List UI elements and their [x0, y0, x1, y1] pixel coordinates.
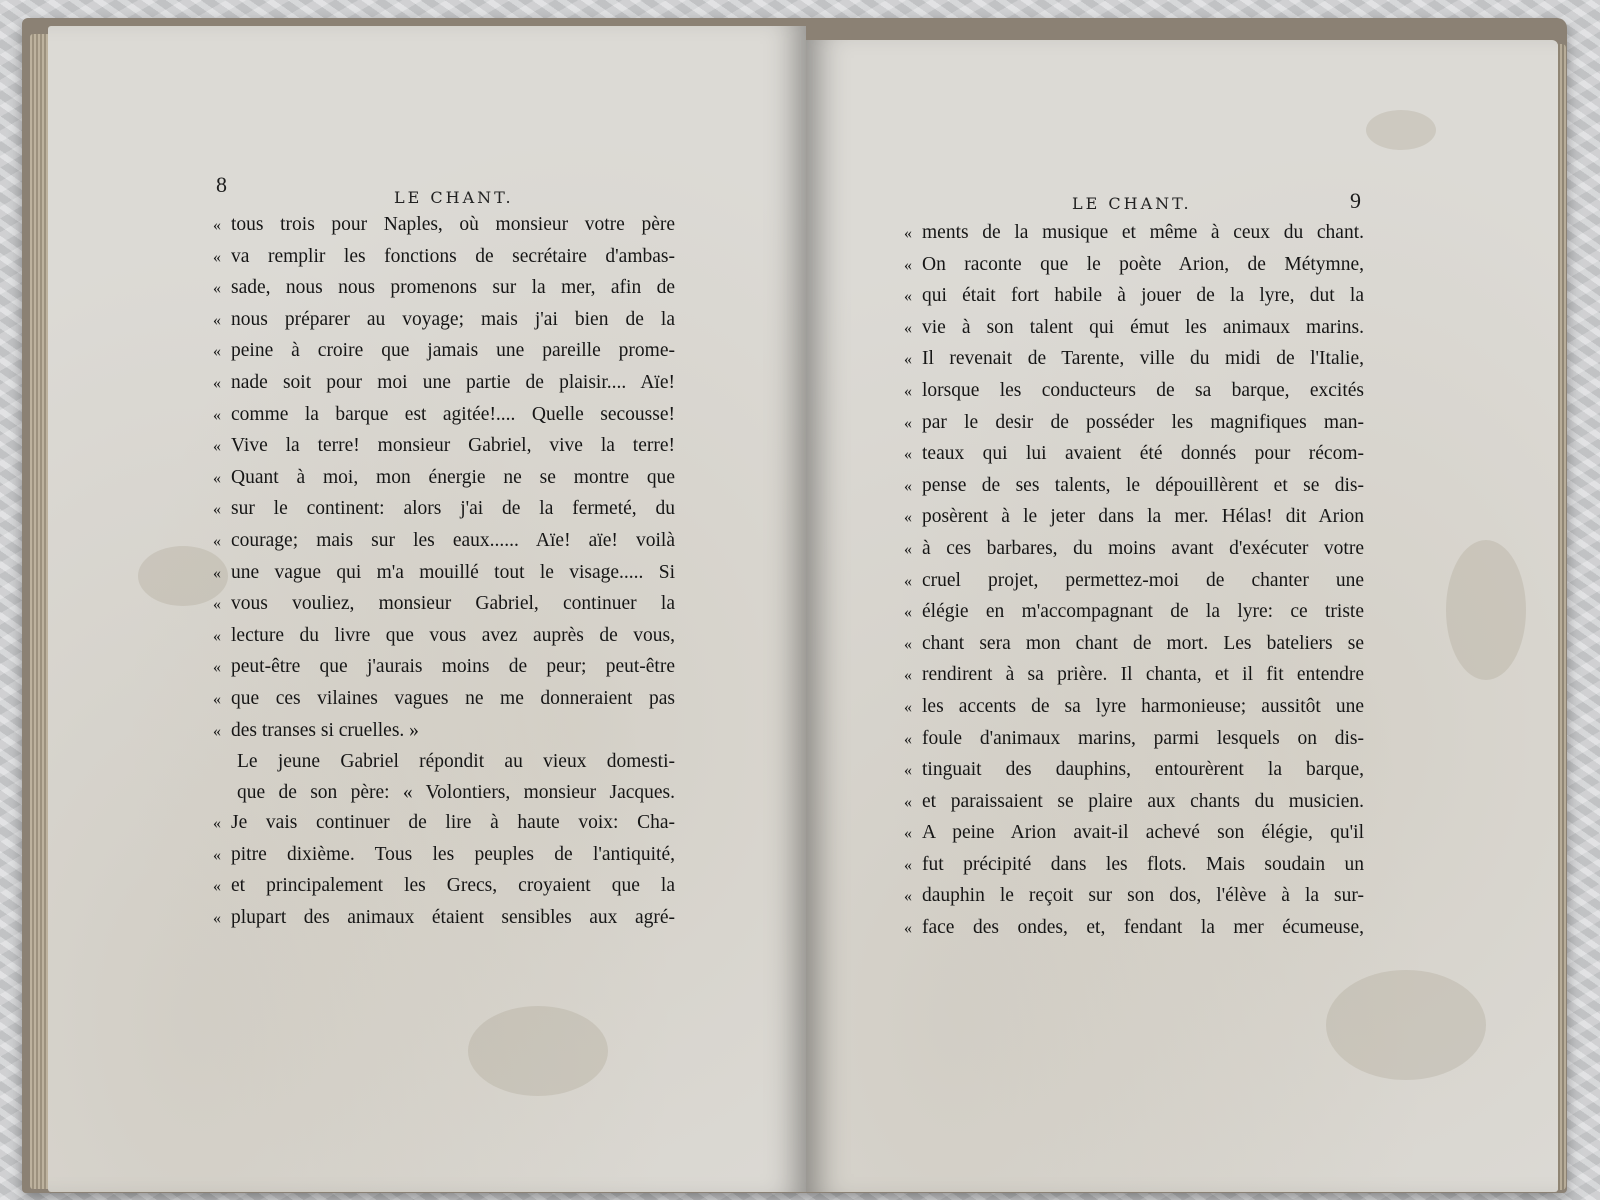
quote-mark: « [213, 501, 221, 519]
quote-mark: « [213, 532, 221, 550]
page-number: 8 [216, 172, 227, 197]
text-line [213, 431, 675, 463]
text-line [904, 913, 1364, 945]
line-text: A peine Arion avait-il achevé son élégie, qu'il [922, 822, 1364, 844]
text-line [904, 755, 1364, 787]
text-line [904, 818, 1364, 850]
running-head: LE CHANT. [394, 188, 514, 207]
line-text: Vive la terre! monsieur Gabriel, vive la terre! [231, 435, 675, 457]
text-line [213, 210, 675, 242]
line-text: peut-être que j'aurais moins de peur; peut-être [231, 656, 675, 678]
line-text: pense de ses talents, le dépouillèrent et se dis- [922, 474, 1364, 496]
line-text: lecture du livre que vous avez auprès de vous, [231, 624, 675, 646]
quote-mark: « [904, 793, 912, 811]
line-text: lorsque les conducteurs de sa barque, excités [922, 379, 1364, 401]
quote-mark: « [904, 730, 912, 748]
quote-mark: « [904, 477, 912, 495]
text-line [213, 242, 675, 274]
line-text: face des ondes, et, fendant la mer écumeuse, [922, 917, 1364, 939]
text-line [213, 778, 675, 809]
text-line [904, 502, 1364, 534]
text-line [213, 526, 675, 558]
quote-mark: « [904, 225, 912, 242]
text-line [904, 660, 1364, 692]
line-text: dauphin le reçoit sur son dos, l'élève à la sur- [922, 885, 1364, 907]
line-text: teaux qui lui avaient été donnés pour récom- [922, 443, 1364, 465]
line-text: va remplir les fonctions de secrétaire d'ambas- [231, 245, 675, 267]
text-line [213, 336, 675, 368]
quote-mark: « [213, 217, 221, 234]
right-page [806, 40, 1558, 1192]
quote-mark: « [213, 311, 221, 329]
line-text: sade, nous nous promenons sur la mer, afin de [231, 277, 675, 299]
text-line [213, 589, 675, 621]
line-text: que de son père: « Volontiers, monsieur Jacques. [237, 781, 675, 803]
line-text: Quant à moi, mon énergie ne se montre que [231, 466, 675, 488]
quote-mark: « [213, 248, 221, 266]
paper-stain [1446, 540, 1526, 680]
text-line [904, 566, 1364, 598]
text-line [213, 716, 675, 748]
quote-mark: « [213, 846, 221, 864]
quote-mark: « [904, 698, 912, 716]
quote-mark: « [904, 762, 912, 780]
running-head: LE CHANT. [1072, 194, 1192, 213]
text-line [904, 408, 1364, 440]
quote-mark: « [213, 722, 221, 740]
quote-mark: « [213, 815, 221, 833]
quote-mark: « [904, 414, 912, 432]
quote-mark: « [904, 446, 912, 464]
quote-mark: « [213, 910, 221, 928]
quote-mark: « [904, 604, 912, 622]
text-line [904, 724, 1364, 756]
text-line [904, 439, 1364, 471]
quote-mark: « [904, 509, 912, 527]
text-line [213, 305, 675, 337]
quote-mark: « [213, 596, 221, 614]
paper-stain [1366, 110, 1436, 150]
text-line [904, 850, 1364, 882]
text-line [904, 376, 1364, 408]
text-line [904, 218, 1364, 250]
text-line [213, 840, 675, 872]
text-line [213, 621, 675, 653]
text-line [904, 534, 1364, 566]
text-line [904, 471, 1364, 503]
quote-mark: « [213, 659, 221, 677]
text-line [213, 494, 675, 526]
text-line [904, 597, 1364, 629]
line-text: comme la barque est agitée!.... Quelle secousse! [231, 403, 675, 425]
line-text: Le jeune Gabriel répondit au vieux domesti- [237, 751, 675, 773]
page-body-text [904, 218, 1364, 945]
line-text: posèrent à le jeter dans la mer. Hélas! dit Arion [922, 506, 1364, 528]
paper-stain [468, 1006, 608, 1096]
line-text: sur le continent: alors j'ai de la fermeté, du [231, 498, 675, 520]
line-text: qui était fort habile à jouer de la lyre, dut la [922, 285, 1364, 307]
quote-mark: « [213, 406, 221, 424]
quote-mark: « [213, 469, 221, 487]
line-text: une vague qui m'a mouillé tout le visage..... Si [231, 561, 675, 583]
line-text: chant sera mon chant de mort. Les bateliers se [922, 632, 1364, 654]
line-text: tous trois pour Naples, où monsieur votre père [231, 214, 675, 235]
quote-mark: « [904, 920, 912, 938]
line-text: plupart des animaux étaient sensibles aux agré- [231, 907, 675, 929]
quote-mark: « [904, 319, 912, 337]
quote-mark: « [904, 382, 912, 400]
page-number: 9 [1350, 188, 1361, 213]
line-text: des transes si cruelles. » [231, 719, 419, 741]
page-edges-left [30, 34, 50, 1189]
text-line [904, 629, 1364, 661]
quote-mark: « [213, 564, 221, 582]
text-line [213, 368, 675, 400]
quote-mark: « [213, 343, 221, 361]
quote-mark: « [213, 374, 221, 392]
line-text: fut précipité dans les flots. Mais soudain un [922, 853, 1364, 875]
text-line [213, 903, 675, 935]
quote-mark: « [213, 438, 221, 456]
line-text: par le desir de posséder les magnifiques man- [922, 411, 1364, 433]
text-line [904, 881, 1364, 913]
text-line [904, 281, 1364, 313]
text-line [904, 344, 1364, 376]
quote-mark: « [904, 572, 912, 590]
page-body-text [213, 210, 675, 935]
line-text: les accents de sa lyre harmonieuse; aussitôt une [922, 695, 1364, 717]
line-text: à ces barbares, du moins avant d'exécuter votre [922, 537, 1364, 559]
line-text: tinguait des dauphins, entourèrent la barque, [922, 759, 1364, 781]
line-text: cruel projet, permettez-moi de chanter une [922, 569, 1364, 591]
text-line [213, 871, 675, 903]
line-text: Je vais continuer de lire à haute voix: Cha- [231, 812, 675, 834]
text-line [213, 463, 675, 495]
line-text: ments de la musique et même à ceux du chant. [922, 222, 1364, 243]
line-text: Il revenait de Tarente, ville du midi de l'Italie, [922, 348, 1364, 370]
text-line [213, 400, 675, 432]
line-text: foule d'animaux marins, parmi lesquels on dis- [922, 727, 1364, 749]
quote-mark: « [904, 888, 912, 906]
quote-mark: « [904, 825, 912, 843]
quote-mark: « [213, 627, 221, 645]
text-line [213, 558, 675, 590]
line-text: vous vouliez, monsieur Gabriel, continuer la [231, 593, 675, 615]
line-text: que ces vilaines vagues ne me donneraient pas [231, 687, 675, 709]
line-text: vie à son talent qui émut les animaux marins. [922, 316, 1364, 338]
text-line [904, 250, 1364, 282]
paper-stain [1326, 970, 1486, 1080]
quote-mark: « [213, 878, 221, 896]
quote-mark: « [904, 288, 912, 306]
quote-mark: « [904, 351, 912, 369]
text-line [904, 313, 1364, 345]
quote-mark: « [904, 256, 912, 274]
line-text: courage; mais sur les eaux...... Aïe! aïe! voilà [231, 529, 675, 551]
text-line [213, 273, 675, 305]
line-text: nous préparer au voyage; mais j'ai bien de la [231, 308, 675, 330]
line-text: rendirent à sa prière. Il chanta, et il fit entendre [922, 664, 1364, 686]
quote-mark: « [904, 667, 912, 685]
text-line [213, 747, 675, 778]
quote-mark: « [213, 280, 221, 298]
line-text: et principalement les Grecs, croyaient que la [231, 875, 675, 897]
line-text: et paraissaient se plaire aux chants du musicien. [922, 790, 1364, 812]
line-text: nade soit pour moi une partie de plaisir.... Aïe! [231, 371, 675, 393]
line-text: pitre dixième. Tous les peuples de l'antiquité, [231, 843, 675, 865]
quote-mark: « [213, 690, 221, 708]
text-line [213, 808, 675, 840]
quote-mark: « [904, 540, 912, 558]
quote-mark: « [904, 635, 912, 653]
text-line [213, 652, 675, 684]
line-text: élégie en m'accompagnant de la lyre: ce triste [922, 601, 1364, 623]
line-text: On raconte que le poète Arion, de Métymne, [922, 253, 1364, 275]
left-page [48, 26, 806, 1192]
text-line [213, 684, 675, 716]
quote-mark: « [904, 856, 912, 874]
text-line [904, 692, 1364, 724]
line-text: peine à croire que jamais une pareille prome- [231, 340, 675, 362]
text-line [904, 787, 1364, 819]
